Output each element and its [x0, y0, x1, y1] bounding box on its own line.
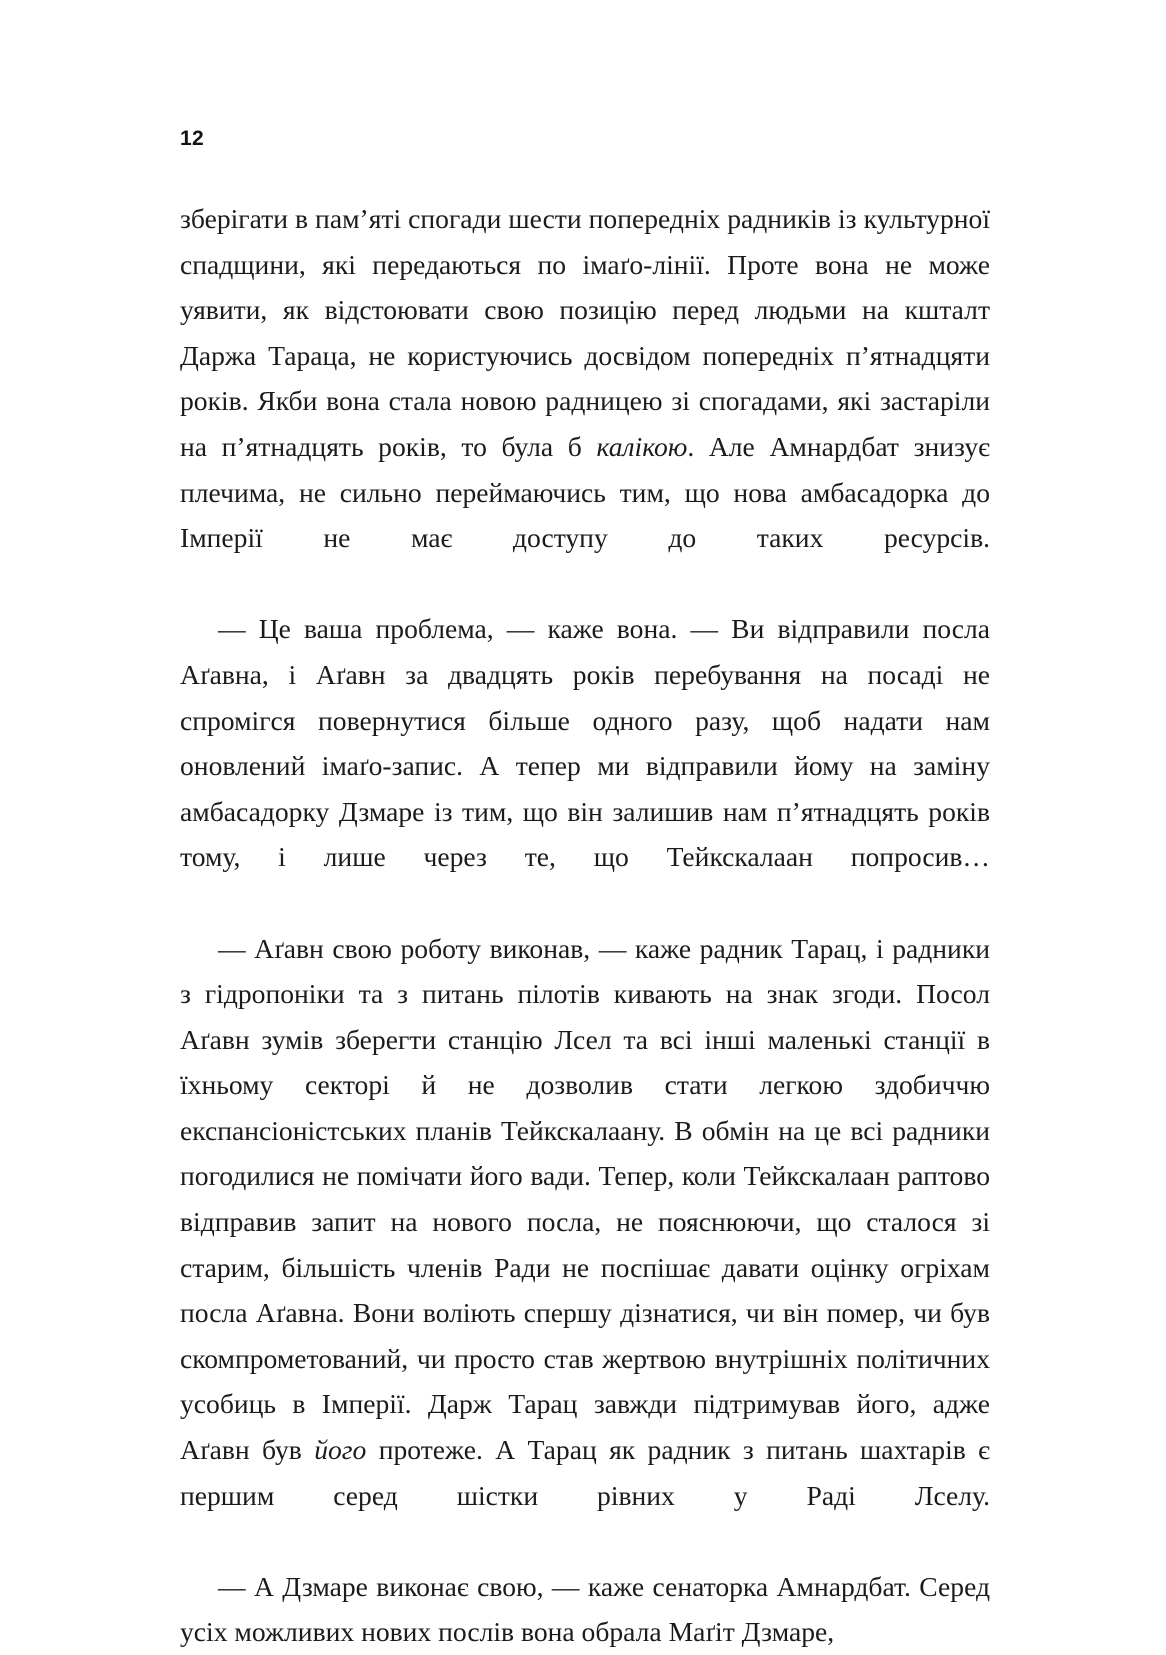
body-text-block	[180, 196, 990, 1655]
paragraph: зберігати в пам’яті спогади шести попередніх радників із культурної спадщини, які передаються по імаґо-лінії. Проте вона не може уявити, як відстоювати свою позицію перед людьми на кшталт Даржа Тараца, не користуючись досвідом попередніх п’ятнадцяти років. Якби вона стала новою радницею зі спогадами, які застаріли на п’ятнадцять років, то була б калікою. Але Амнардбат знизує плечима, не сильно переймаючись тим, що нова амбасадорка до Імперії не має доступу до таких ресурсів.	[180, 203, 990, 554]
page-number: 12	[180, 127, 204, 150]
emphasis-text: його	[314, 1434, 367, 1466]
paragraph: — Аґавн свою роботу виконав, — каже радник Тарац, і радники з гідропоніки та з питань пілотів кивають на знак згоди. Посол Аґавн зумів зберегти станцію Лсел та всі інші маленькі станції в їхньому секторі й не дозволив стати легкою здобиччю експансіоністських планів Тейкскалаану. В обмін на це всі радники погодилися не помічати його вади. Тепер, коли Тейкскалаан раптово відправив запит на нового посла, не пояснюючи, що сталося зі старим, більшість членів Ради не поспішає давати оцінку огріхам посла Аґавна. Вони воліють спершу дізнатися, чи він помер, чи був скомпрометований, чи просто став жертвою внутрішніх політичних усобиць в Імперії. Дарж Тарац завжди підтримував його, адже Аґавн був його протеже. А Тарац як радник з питань шахтарів є першим серед шістки рівних у Раді Лселу.	[180, 932, 990, 1511]
emphasis-text: калікою	[596, 430, 688, 462]
paragraph: — А Дзмаре виконає свою, — каже сенаторка Амнардбат. Серед усіх можливих нових послів вона обрала Маґіт Дзмаре,	[180, 1570, 990, 1648]
paragraph: — Це ваша проблема, — каже вона. — Ви відправили посла Аґавна, і Аґавн за двадцять років перебування на посаді не спромігся повернутися більше одного разу, щоб надати нам оновлений імаґо-запис. А тепер ми відправили йому на заміну амбасадорку Дзмаре із тим, що він залишив нам п’ятнадцять років тому, і лише через те, що Тейкскалаан попросив…	[180, 613, 990, 873]
